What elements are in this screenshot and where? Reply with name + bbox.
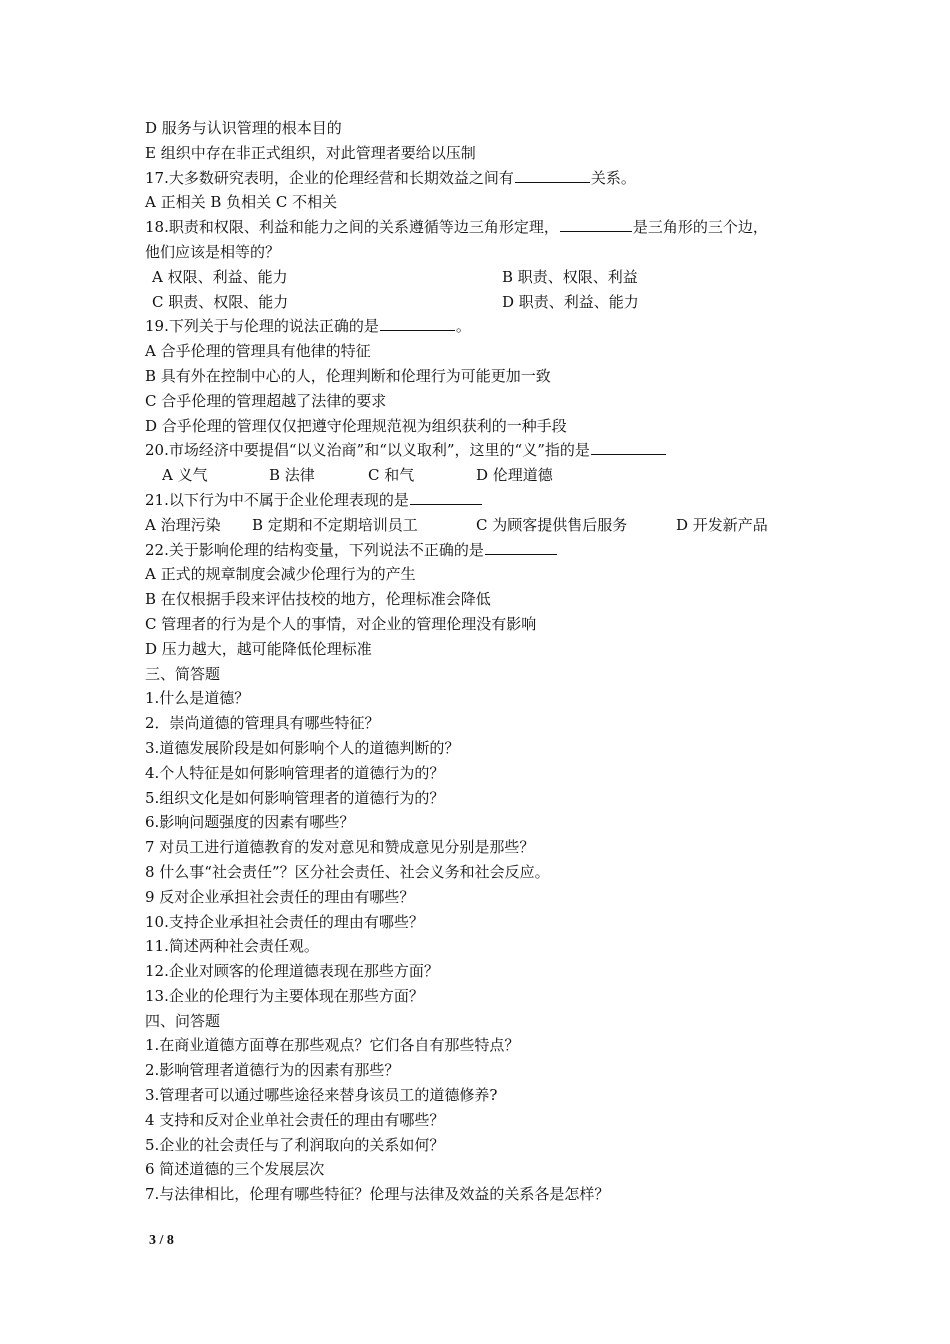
question-18-continued: 他们应该是相等的？ (145, 242, 281, 261)
list-item: 9 反对企业承担社会责任的理由有哪些？ (145, 887, 415, 906)
list-item: 13.企业的伦理行为主要体现在那些方面？ (145, 986, 424, 1005)
list-item: 5.企业的社会责任与了利润取向的关系如何？ (145, 1135, 445, 1154)
question-20-options (145, 463, 825, 488)
option-b: B 定期和不定期培训员工 (252, 515, 418, 534)
option-c: C 和气 (368, 466, 415, 485)
option-a: A 义气 (162, 466, 208, 485)
option-b: B 职责、权限、利益 (502, 267, 638, 286)
list-item: 4 支持和反对企业单社会责任的理由有哪些？ (145, 1110, 445, 1129)
question-17-options: A 正相关 B 负相关 C 不相关 (145, 193, 338, 212)
list-item: 1.什么是道德？ (145, 689, 250, 708)
list-item: 6.影响问题强度的因素有哪些？ (145, 813, 355, 832)
question-21: 21.以下行为中不属于企业伦理表现的是 (145, 488, 825, 513)
page-number: 3 / 8 (149, 1233, 174, 1248)
option-line: B 具有外在控制中心的人，伦理判断和伦理行为可能更加一致 (145, 366, 551, 385)
document-page (145, 116, 825, 1207)
option-line: C 管理者的行为是个人的事情，对企业的管理伦理没有影响 (145, 614, 537, 633)
option-d: D 开发新产品 (676, 515, 768, 534)
option-line: E 组织中存在非正式组织，对此管理者要给以压制 (145, 143, 476, 162)
list-item: 7.与法律相比，伦理有哪些特征？伦理与法律及效益的关系各是怎样？ (145, 1185, 610, 1204)
question-20: 20.市场经济中要提倡“以义治商”和“以义取利”，这里的“义”指的是 (145, 438, 825, 463)
list-item: 3.管理者可以通过哪些途径来替身该员工的道德修养? (145, 1086, 498, 1105)
list-item: 6 简述道德的三个发展层次 (145, 1160, 325, 1179)
question-21-options (145, 513, 825, 538)
option-line: A 正式的规章制度会减少伦理行为的产生 (145, 565, 416, 584)
option-line: B 在仅根据手段来评估技校的地方，伦理标准会降低 (145, 590, 491, 609)
answer-blank (380, 316, 455, 331)
option-c: C 职责、权限、能力 (152, 292, 289, 311)
option-a: A 治理污染 (145, 515, 221, 534)
answer-blank (591, 440, 666, 455)
section-heading-essay: 四、问答题 (145, 1011, 221, 1030)
option-line: D 服务与认识管理的根本目的 (145, 119, 342, 137)
question-19: 19.下列关于与伦理的说法正确的是 。 (145, 317, 471, 336)
option-b: B 法律 (269, 466, 315, 485)
question-18-options-row-1 (145, 265, 825, 290)
list-item: 10.支持企业承担社会责任的理由有哪些？ (145, 912, 424, 931)
answer-blank (515, 168, 590, 183)
list-item: 12.企业对顾客的伦理道德表现在那些方面？ (145, 962, 439, 981)
question-18-options-row-2 (145, 290, 825, 315)
option-d: D 职责、利益、能力 (502, 292, 639, 311)
section-heading-short-answer: 三、简答题 (145, 664, 221, 683)
list-item: 1.在商业道德方面尊在那些观点？它们各自有那些特点？ (145, 1036, 520, 1055)
option-d: D 伦理道德 (476, 466, 553, 485)
list-item: 8 什么事“社会责任”？区分社会责任、社会义务和社会反应。 (145, 862, 550, 881)
option-c: C 为顾客提供售后服务 (476, 515, 628, 534)
option-a: A 权限、利益、能力 (152, 267, 288, 286)
option-line: D 合乎伦理的管理仅仅把遵守伦理规范视为组织获利的一种手段 (145, 416, 567, 435)
answer-blank (410, 490, 482, 505)
list-item: 7 对员工进行道德教育的发对意见和赞成意见分别是那些？ (145, 838, 535, 857)
answer-blank (560, 217, 632, 232)
option-line: A 合乎伦理的管理具有他律的特征 (145, 342, 371, 361)
question-18: 18.职责和权限、利益和能力之间的关系遵循等边三角形定理， 是三角形的三个边， (145, 218, 768, 237)
list-item: 2．崇尚道德的管理具有哪些特征？ (145, 714, 380, 733)
list-item: 4.个人特征是如何影响管理者的道德行为的？ (145, 763, 445, 782)
option-line: C 合乎伦理的管理超越了法律的要求 (145, 391, 387, 410)
list-item: 11.简述两种社会责任观。 (145, 937, 319, 956)
answer-blank (485, 540, 557, 555)
list-item: 3.道德发展阶段是如何影响个人的道德判断的？ (145, 738, 460, 757)
option-line: D 压力越大，越可能降低伦理标准 (145, 639, 372, 658)
question-17: 17.大多数研究表明，企业的伦理经营和长期效益之间有 关系。 (145, 168, 636, 187)
list-item: 2.影响管理者道德行为的因素有那些？ (145, 1061, 400, 1080)
question-22: 22.关于影响伦理的结构变量，下列说法不正确的是 (145, 538, 825, 563)
list-item: 5.组织文化是如何影响管理者的道德行为的？ (145, 788, 445, 807)
